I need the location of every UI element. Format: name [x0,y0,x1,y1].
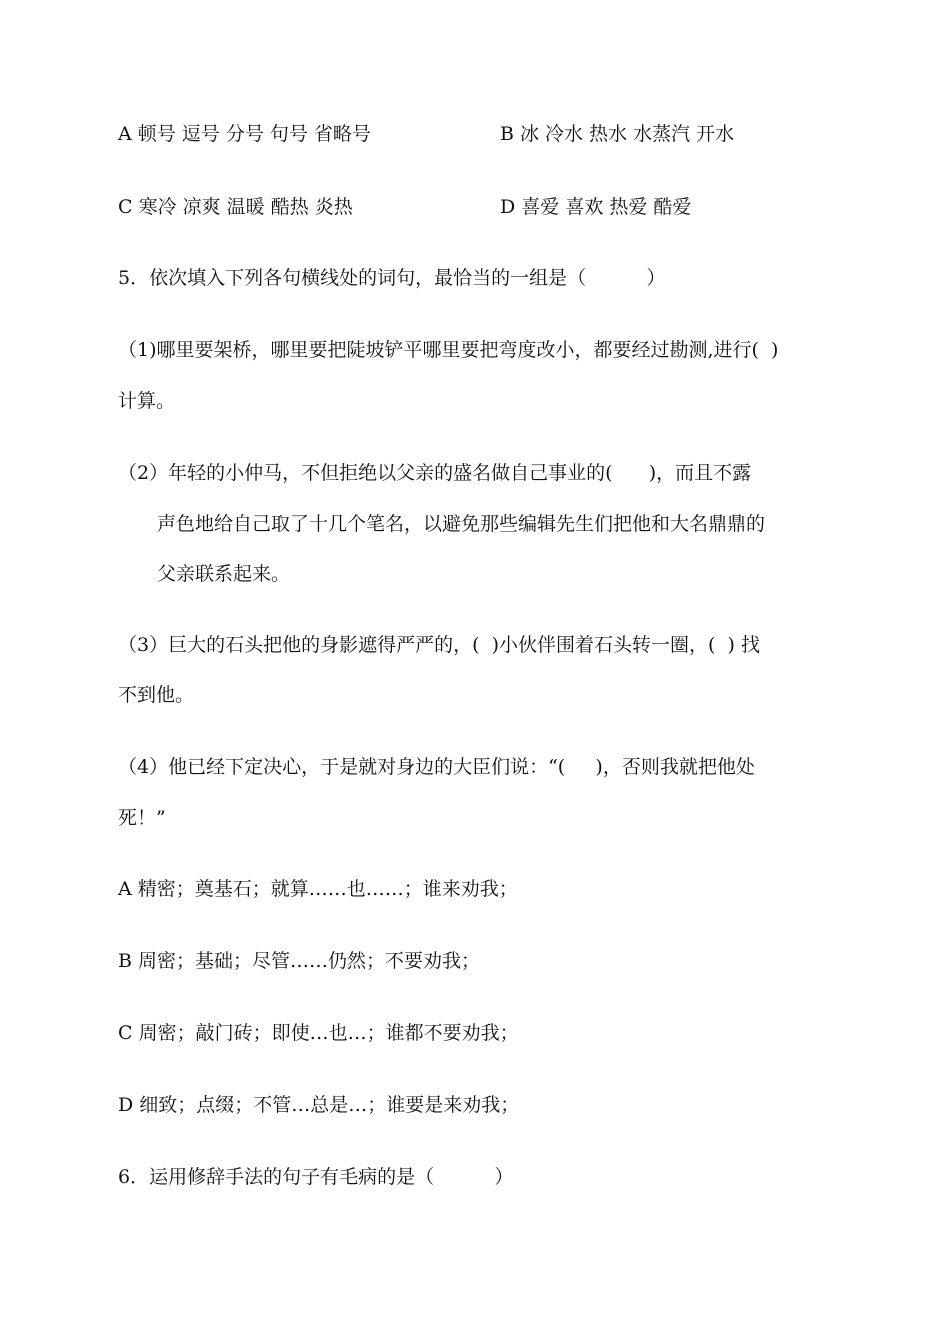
q4-option-b: B 冰 冷水 热水 水蒸汽 开水 [500,123,735,145]
q5-option-c: C 周密；敲门砖；即使…也…；谁都不要劝我； [118,1022,519,1044]
q5-sentence-3-line-1: （3）巨大的石头把他的身影遮得严严的，( )小伙伴围着石头转一圈，( ) 找 [118,634,760,656]
q5-sentence-3-line-2: 不到他。 [118,684,195,706]
q5-sentence-1-line-1: （1)哪里要架桥，哪里要把陡坡铲平哪里要把弯度改小，都要经过勘测,进行( ) [118,339,779,361]
q5-option-a: A 精密；奠基石；就算……也……；谁来劝我； [118,878,518,900]
q5-sentence-2-line-1: （2）年轻的小仲马，不但拒绝以父亲的盛名做自己事业的( )，而且不露 [118,462,752,484]
q5-sentence-1-line-2: 计算。 [118,390,176,412]
q4-option-a: A 顿号 逗号 分号 句号 省略号 [118,123,371,145]
q5-sentence-2-line-3: 父亲联系起来。 [157,563,291,585]
q5-sentence-2-line-2: 声色地给自己取了十几个笔名，以避免那些编辑先生们把他和大名鼎鼎的 [157,513,766,535]
q5-sentence-4-line-1: （4）他已经下定决心，于是就对身边的大臣们说：“( )，否则我就把他处 [118,756,755,778]
q5-stem: 5．依次填入下列各句横线处的词句，最恰当的一组是（ ） [118,267,666,289]
q6-stem: 6．运用修辞手法的句子有毛病的是（ ） [118,1166,514,1188]
q5-sentence-4-line-2: 死！” [118,807,166,829]
q4-option-d: D 喜爱 喜欢 热爱 酷爱 [500,196,692,218]
q4-option-c: C 寒冷 凉爽 温暖 酷热 炎热 [118,196,353,218]
q5-option-d: D 细致；点缀；不管…总是…；谁要是来劝我； [118,1094,520,1116]
q5-option-b: B 周密；基础；尽管……仍然；不要劝我； [118,950,481,972]
